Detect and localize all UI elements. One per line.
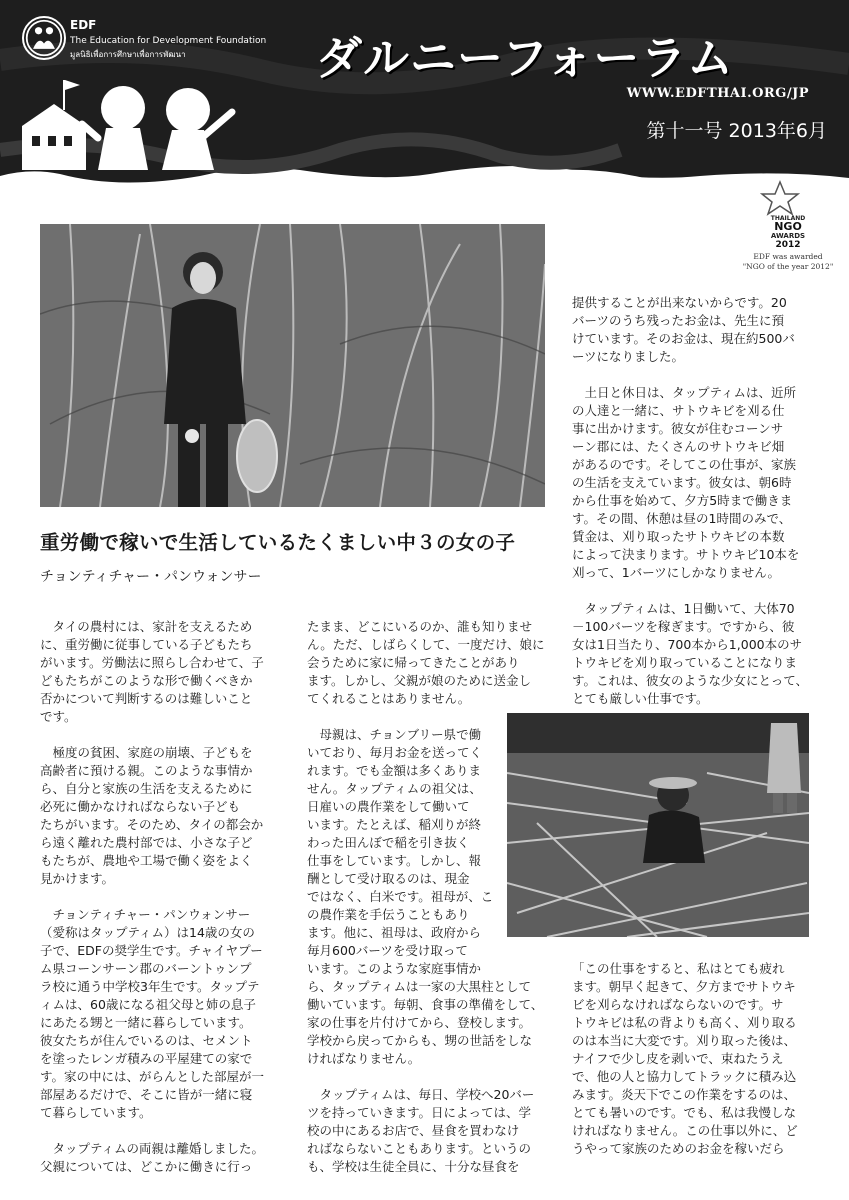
article-headline: 重労働で稼いで生活しているたくましい中３の女の子: [40, 531, 516, 554]
photo-girl-in-sugarcane-field: [40, 224, 545, 507]
award-logo-line-2: NGO: [774, 220, 802, 233]
article-column-3-bottom: [572, 960, 817, 1158]
award-logo-line-4: 2012: [775, 240, 801, 248]
paragraph: 土日と休日は、タップティムは、近所 の人達と一緒に、サトウキビを刈る仕 事に出かけます。彼女が住むコーンサ ーン郡には、たくさんのサトウキビ畑 があるのです。そしてこの仕事が、家族 の生活を支えています。彼女は、朝6時 から仕事を始めて、夕方5時まで働きま す。その間、休憩は昼の1時間のみで、 賃金は、刈り取ったサトウキビの本数 によって決まります。サトウキビ10本を 刈って、1バーツにしかなりません。: [572, 385, 800, 580]
article-column-1: [40, 618, 290, 1176]
paragraph: タップティムは、毎日、学校へ20バー ツを持っていきます。日によっては、学 校の中にあるお店で、昼食を買わなけ ればならないこともあります。というの も、学校は生徒全員に、十分な昼食を: [307, 1087, 535, 1174]
paragraph: タイの農村には、家計を支えるため に、重労働に従事している子どもたち がいます。労働法に照らし合わせて、子 どもたちがこのような形で働くべきか 否かについて判断するのは難しいこと です。: [40, 619, 264, 724]
masthead-banner: [0, 0, 849, 200]
paragraph: 提供することが出来ないからです。20 バーツのうち残ったお金は、先生に預 けています。そのお金は、現在約500バ ーツになりました。: [572, 295, 795, 364]
award-logo-line-1: THAILAND: [770, 215, 806, 222]
ngo-award-badge: [738, 180, 838, 272]
org-name-en: The Education for Development Foundation: [70, 36, 267, 46]
paragraph: チョンティチャー・パンウォンサー （愛称はタップティム）は14歳の女の 子で、EDFの奨学生です。チャイヤプー ム県コーンサーン郡のバーントゥンプ ラ校に通う中学校3年生です。タップテ ィムは、60歳になる祖父母と姉の息子 にあたる甥と一緒に暮らしています。 彼女たちが住んでいるのは、セメント を塗ったレンガ積みの平屋建ての家で す。家の中には、がらんとした部屋が一 部屋あるだけで、そこに皆が一緒に寝 て暮らしています。: [40, 907, 265, 1120]
paragraph: たまま、どこにいるのか、誰も知りませ ん。ただ、しばらくして、一度だけ、娘に 会うために家に帰ってきたことがあり ます。しかし、父親が娘のために送金し てくれることはありません。: [307, 619, 545, 706]
website-url: WWW.EDFTHAI.ORG/JP: [626, 86, 809, 101]
paragraph: 母親は、チョンブリー県で働 いており、毎月お金を送ってく れます。でも金額は多くありま せん。タップティムの祖父は、 日雇いの農作業をして働いて います。たとえば、稲刈りが終 わった田んぼで稲を引き抜く 仕事をしています。しかし、報 酬として受け取るのは、現金 ではなく、白米です。祖母が、こ の農作業を手伝うこともあり ます。他に、祖母は、政府から 毎月600バーツを受け取って います。このような家庭事情か ら、タップティムは一家の大黒柱として 働いています。毎朝、食事の準備をして、 家の仕事を片付けてから、登校します。 学校から戻ってからも、甥の世話をしな ければなりません。: [307, 727, 544, 1066]
award-logo-line-3: AWARDS: [770, 232, 806, 240]
newsletter-title: ダルニーフォーラム: [316, 31, 734, 85]
org-name-th: มูลนิธิเพื่อการศึกษาเพื่อการพัฒนา: [70, 50, 186, 59]
issue-number-date: 第十一号 2013年6月: [646, 120, 827, 142]
article-byline: チョンティチャー・パンウォンサー: [40, 569, 262, 585]
org-abbr: EDF: [70, 18, 97, 32]
paragraph: 「この仕事をすると、私はとても疲れ ます。朝早く起きて、夕方までサトウキ ビを刈らなければならないのです。サ トウキビは私の背よりも高く、刈り取る のは本当に大変です。刈り取った後は、 ナイフで少し皮を剥いで、束ねたうえ で、他の人と協力してトラックに積み込 みます。炎天下でこの作業をするのは、 とても暑いのです。でも、私は我慢しな ければなりません。この仕事以外に、ど うやって家族のためのお金を稼いだら: [572, 961, 798, 1156]
award-caption-line-1: EDF was awarded: [753, 252, 823, 261]
paragraph: タップティムの両親は離婚しました。 父親については、どこかに働きに行っ: [40, 1141, 265, 1174]
org-logo-block: [22, 16, 267, 76]
article-column-3-top: [572, 294, 817, 708]
award-star-icon: [758, 180, 818, 248]
paragraph: タップティムは、1日働いて、大体70 －100バーツを稼ぎます。ですから、彼 女は1日当たり、700本から1,000本のサ トウキビを刈り取っていることになりま す。これは、彼女のような少女にとって、 とても厳しい仕事です。: [572, 601, 809, 706]
paragraph: 極度の貧困、家庭の崩壊、子どもを 高齢者に預ける親。このような事情か ら、自分と家族の生活を支えるために 必死に働かなければならない子ども たちがいます。そのため、タイの都会か ら遠く離れた農村部では、小さな子ど もたちが、農地や工場で働く姿をよく 見かけます。: [40, 745, 264, 886]
award-caption-line-2: "NGO of the year 2012": [742, 262, 834, 271]
edf-logo-icon: [22, 16, 66, 60]
photo-girl-cutting-sugarcane: [507, 713, 809, 937]
school-children-illustration: [18, 76, 248, 176]
